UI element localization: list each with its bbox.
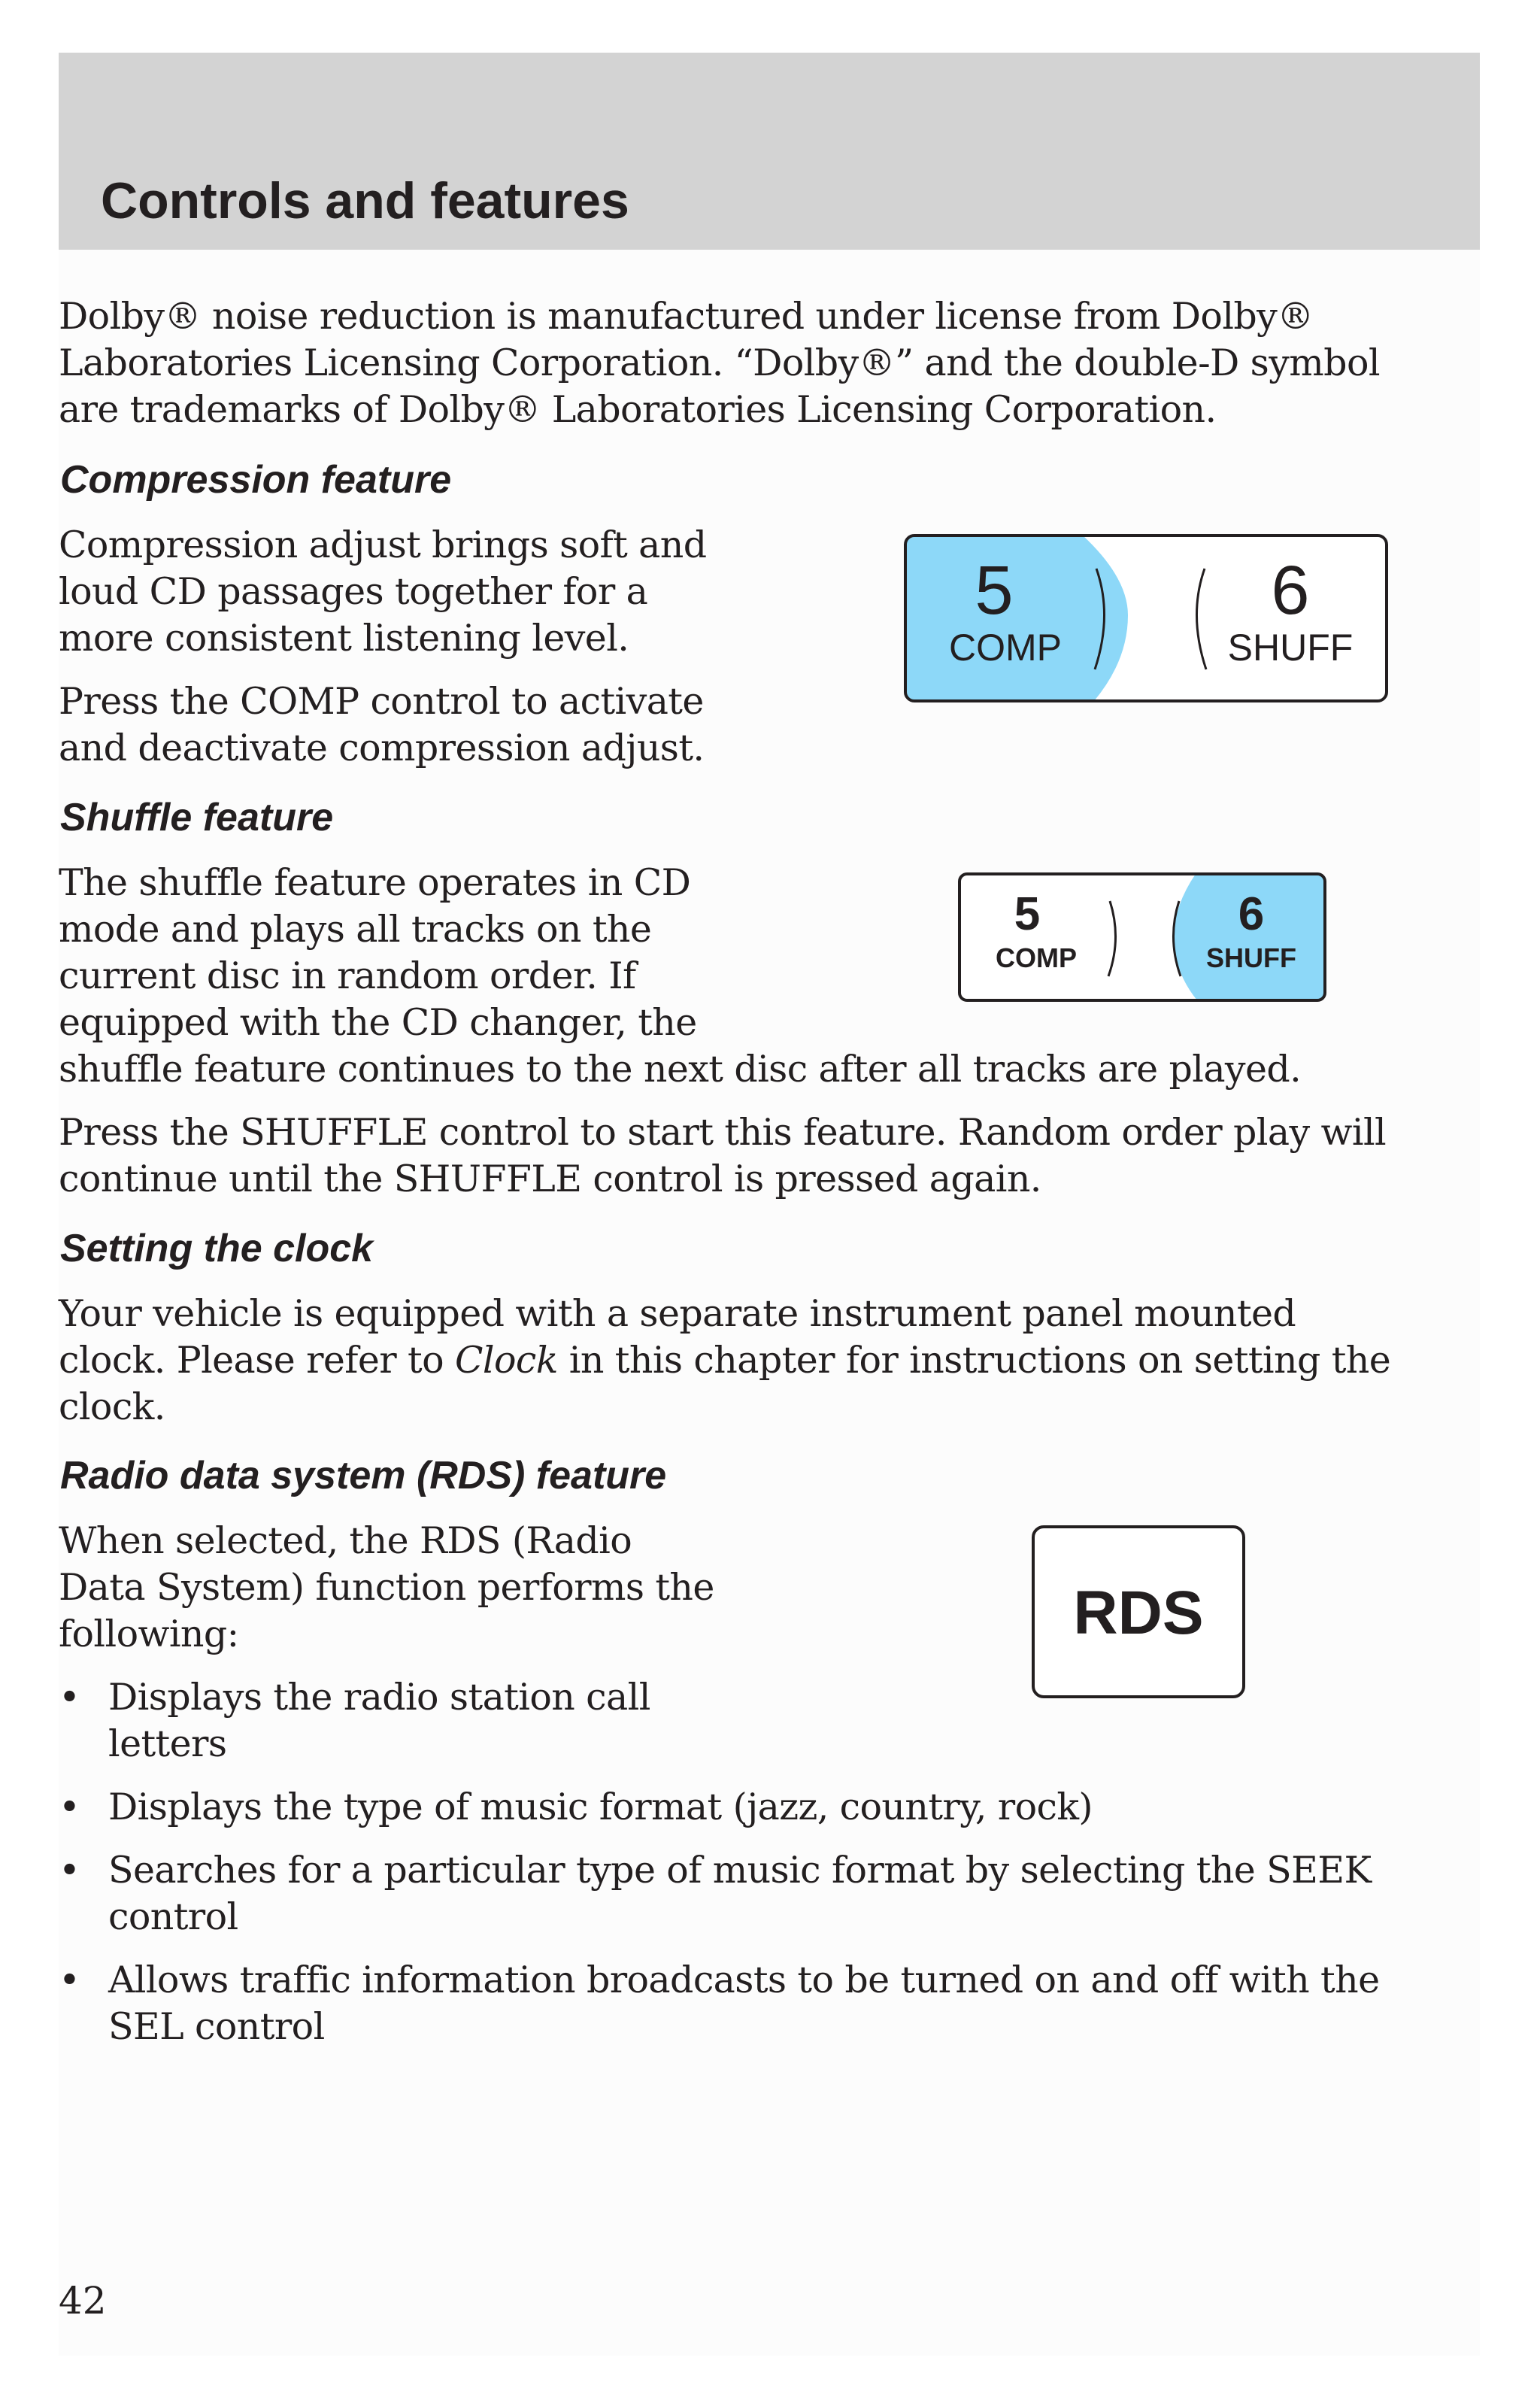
shuffle-text: Press the SHUFFLE control to start this feature. Random order play will <box>59 1111 1387 1154</box>
comp-number: 5 <box>975 552 1014 629</box>
compression-text: Press the COMP control to activate <box>59 680 704 723</box>
bullet-marker: • <box>59 1849 80 1892</box>
clock-text: Your vehicle is equipped with a separate instrument panel mounted <box>59 1292 1296 1335</box>
clock-text-start: clock. Please refer to <box>59 1339 455 1382</box>
comp-label: COMP <box>996 942 1077 973</box>
bullet-text: letters <box>108 1722 227 1765</box>
rds-text: Data System) function performs the <box>59 1566 714 1609</box>
shuff-label: SHUFF <box>1227 627 1354 669</box>
rds-button-label: RDS <box>1073 1579 1204 1647</box>
rds-text: following: <box>59 1613 239 1655</box>
compression-text: and deactivate compression adjust. <box>59 727 705 769</box>
shuffle-text: continue until the SHUFFLE control is pressed again. <box>59 1158 1041 1200</box>
bullet-text: Searches for a particular type of music format by selecting the SEEK <box>108 1849 1372 1892</box>
comp-button-illustration <box>902 533 1391 705</box>
shuffle-heading: Shuffle feature <box>60 796 334 839</box>
bullet-text: Displays the type of music format (jazz, country, rock) <box>108 1786 1093 1828</box>
intro-line-3: are trademarks of Dolby® Laboratories Licensing Corporation. <box>59 388 1217 431</box>
shuffle-text: The shuffle feature operates in CD <box>59 861 691 904</box>
comp-label: COMP <box>949 627 1062 669</box>
bullet-marker: • <box>59 1676 80 1719</box>
shuffle-text: current disc in random order. If <box>59 954 636 997</box>
bullet-marker: • <box>59 1786 80 1828</box>
rds-text: When selected, the RDS (Radio <box>59 1519 632 1562</box>
compression-text: loud CD passages together for a <box>59 570 648 613</box>
compression-text: Compression adjust brings soft and <box>59 523 707 566</box>
shuffle-text: mode and plays all tracks on the <box>59 908 652 951</box>
shuff-label: SHUFF <box>1206 942 1296 973</box>
bullet-marker: • <box>59 1959 80 2001</box>
compression-text: more consistent listening level. <box>59 617 629 660</box>
clock-text: clock. <box>59 1385 165 1428</box>
section-header <box>59 53 1480 250</box>
shuff-number: 6 <box>1271 552 1310 629</box>
comp-number: 5 <box>1014 888 1041 940</box>
shuff-button-illustration <box>956 871 1329 1005</box>
page-number: 42 <box>59 2279 107 2323</box>
shuffle-text: shuffle feature continues to the next disc after all tracks are played. <box>59 1048 1302 1091</box>
shuffle-text: equipped with the CD changer, the <box>59 1001 697 1044</box>
bullet-text: control <box>108 1895 238 1938</box>
bullet-text: Allows traffic information broadcasts to be turned on and off with the <box>108 1959 1380 2001</box>
comp-highlight <box>905 536 1128 701</box>
clock-text <box>59 1337 1390 1384</box>
clock-text-end: in this chapter for instructions on setting the <box>557 1339 1391 1382</box>
rds-heading: Radio data system (RDS) feature <box>60 1454 667 1497</box>
rds-button-illustration <box>1030 1524 1248 1701</box>
clock-reference: Clock <box>455 1339 558 1382</box>
bullet-text: Displays the radio station call <box>108 1676 650 1719</box>
shuff-number: 6 <box>1238 888 1265 940</box>
section-title: Controls and features <box>101 172 629 229</box>
intro-line-1: Dolby® noise reduction is manufactured under license from Dolby® <box>59 295 1314 338</box>
intro-line-2: Laboratories Licensing Corporation. “Dolby®” and the double-D symbol <box>59 341 1380 384</box>
bullet-text: SEL control <box>108 2005 325 2048</box>
compression-heading: Compression feature <box>60 458 452 502</box>
clock-heading: Setting the clock <box>60 1227 374 1270</box>
